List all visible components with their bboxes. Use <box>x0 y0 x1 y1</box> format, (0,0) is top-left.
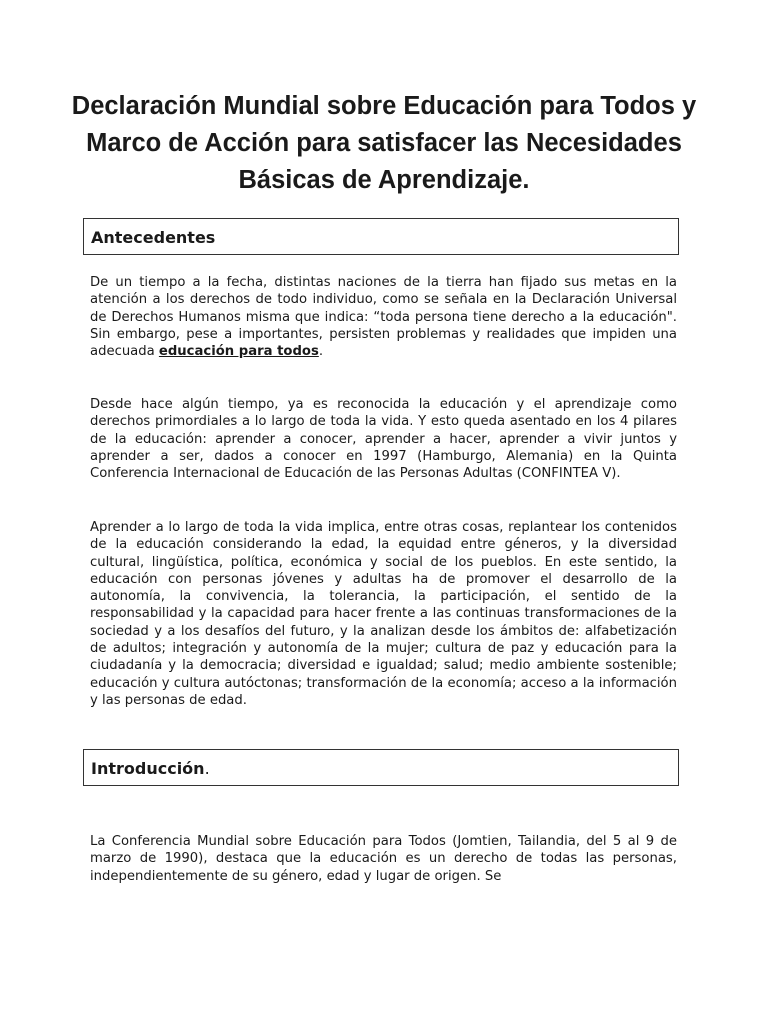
paragraph-text-end: . <box>318 344 324 360</box>
paragraph-introduccion-1: La Conferencia Mundial sobre Educación para Todos (Jomtien, Tailandia, del 5 al 9 de marzo de 1990), destaca que la educación es un derecho de todas las personas, independientemente de su género, edad y lugar de origen. Se <box>90 834 677 884</box>
section-heading-box-antecedentes <box>83 218 679 255</box>
paragraph-text: De un tiempo a la fecha, distintas naciones de la tierra han fijado sus metas en la atención a los derechos de todo individuo, como se señala en la Declaración Universal de Derechos Humanos misma que indica: “toda persona tiene derecho a la educación". Sin embargo, pese a importantes, persisten problemas y realidades que impiden una adecuada <box>90 275 677 360</box>
section-heading-antecedentes: Antecedentes <box>91 228 216 247</box>
paragraph-antecedentes-2: Desde hace algún tiempo, ya es reconocida la educación y el aprendizaje como derechos primordiales a lo largo de toda la vida. Y esto queda asentado en los 4 pilares de la educación: aprender a conocer, aprender a hacer, aprender a vivir juntos y aprender a ser, dados a conocer en 1997 (Hamburgo, Alemania) en la Quinta Conferencia Internacional de Educación de las Personas Adultas (CONFINTEA V). <box>90 397 677 482</box>
paragraph-antecedentes-1 <box>90 274 677 360</box>
document-title: Declaración Mundial sobre Educación para Todos y Marco de Acción para satisfacer las Necesidades Básicas de Aprendizaje. <box>71 92 697 194</box>
section-heading-period: . <box>204 759 210 778</box>
paragraph-antecedentes-3: Aprender a lo largo de toda la vida implica, entre otras cosas, replantear los contenidos de la educación considerando la edad, la equidad entre géneros, y la diversidad cultural, lingüística, política, económica y social de los pueblos. En este sentido, la educación con personas jóvenes y adultas ha de promover el desarrollo de la autonomía, la convivencia, la tolerancia, la participación, el sentido de la responsabilidad y la capacidad para hacer frente a las continuas transformaciones de la sociedad y a los desafíos del futuro, y la analizan desde los ámbitos de: alfabetización de adultos; integración y autonomía de la mujer; cultura de paz y educación para la ciudadanía y la democracia; diversidad e igualdad; salud; medio ambiente sostenible; educación y cultura autóctonas; transformación de la economía; acceso a la información y las personas de edad. <box>90 520 677 708</box>
section-heading-box-introduccion <box>83 749 679 786</box>
section-heading-introduccion-text: Introducción <box>91 759 205 778</box>
educacion-para-todos-link[interactable]: educación para todos <box>158 344 319 360</box>
section-heading-introduccion <box>91 759 210 779</box>
